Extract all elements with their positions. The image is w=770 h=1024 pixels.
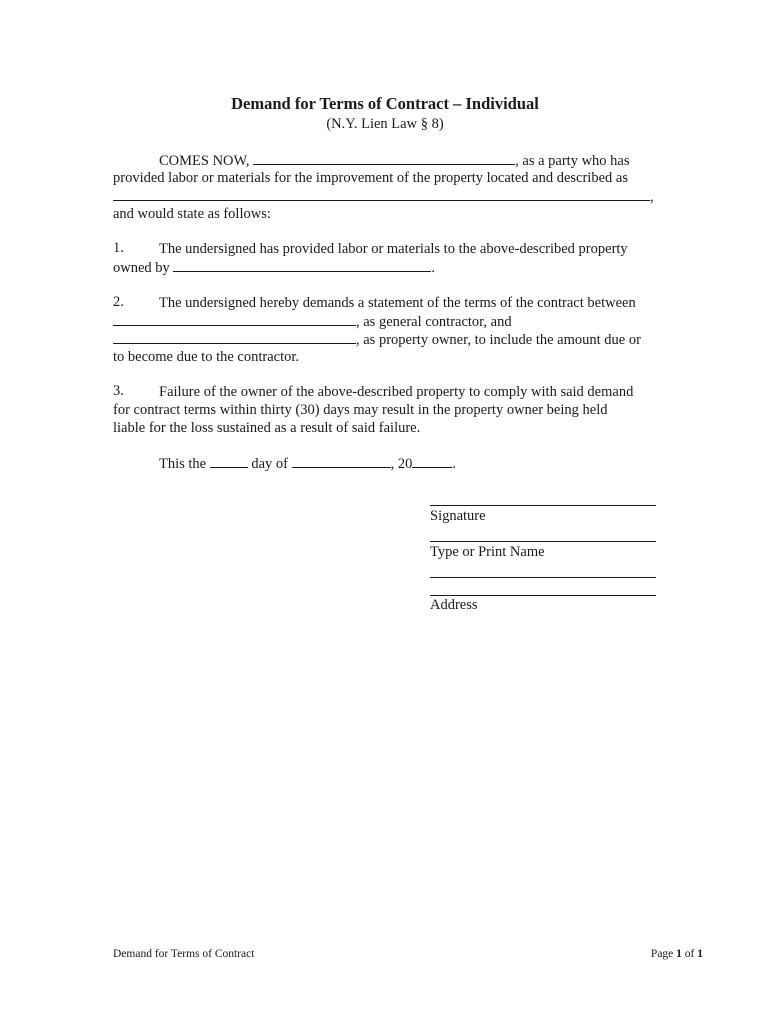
year-prefix-text: , 20 [390, 456, 413, 472]
general-contractor-text: , as general contractor, and [356, 314, 512, 330]
property-description-blank[interactable] [113, 187, 650, 201]
as-party-text: , as a party who has [515, 153, 630, 169]
address-line-2[interactable] [430, 595, 656, 596]
intro-line-4: and would state as follows: [113, 206, 271, 222]
owner-name-blank[interactable] [173, 258, 431, 272]
print-name-label: Type or Print Name [430, 544, 545, 560]
intro-line-1 [159, 151, 630, 170]
year-blank[interactable] [412, 454, 452, 468]
of-word: of [684, 948, 695, 960]
item-2-contractor-line [113, 312, 512, 331]
month-blank[interactable] [292, 454, 391, 468]
address-label: Address [430, 597, 478, 613]
general-contractor-blank[interactable] [113, 312, 356, 326]
property-owner-blank[interactable] [113, 330, 356, 344]
footer-page-number [600, 948, 703, 960]
item-3-line-2: for contract terms within thirty (30) days may result in the property owner being held [113, 402, 608, 418]
day-of-text: day of [251, 456, 289, 472]
date-period: . [452, 456, 457, 472]
day-blank[interactable] [210, 454, 248, 468]
signature-label: Signature [430, 508, 486, 524]
item-1-period: . [431, 260, 436, 276]
item-2-number: 2. [113, 294, 124, 310]
item-2-owner-line [113, 330, 641, 349]
intro-line-2: provided labor or materials for the improvement of the property located and described as [113, 170, 628, 186]
document-subtitle: (N.Y. Lien Law § 8) [326, 116, 444, 132]
document-title: Demand for Terms of Contract – Individual [231, 94, 539, 113]
intro-comma: , [650, 189, 654, 205]
item-1-owned-line [113, 258, 435, 277]
item-3-number: 3. [113, 383, 124, 399]
owned-by-text: owned by [113, 260, 170, 276]
property-owner-text: , as property owner, to include the amount due or [356, 332, 641, 348]
item-1-number: 1. [113, 240, 124, 256]
page-current: 1 [676, 948, 682, 960]
party-name-blank[interactable] [253, 151, 515, 165]
item-2-text: The undersigned hereby demands a statement of the terms of the contract between [159, 295, 636, 311]
comes-now-text: COMES NOW, [159, 153, 250, 169]
page-total: 1 [697, 948, 703, 960]
item-3-line-1: Failure of the owner of the above-described property to comply with said demand [159, 384, 634, 400]
item-3-line-3: liable for the loss sustained as a result of said failure. [113, 420, 421, 436]
item-1-text: The undersigned has provided labor or materials to the above-described property [159, 241, 628, 257]
page-word: Page [650, 948, 674, 960]
footer-document-name: Demand for Terms of Contract [113, 948, 255, 960]
this-the-text: This the [159, 456, 207, 472]
intro-line-3 [113, 187, 654, 206]
date-line [159, 454, 456, 473]
item-2-to-become: to become due to the contractor. [113, 349, 300, 365]
address-line-1[interactable] [430, 577, 656, 578]
print-name-line[interactable] [430, 541, 656, 542]
signature-line[interactable] [430, 505, 656, 506]
